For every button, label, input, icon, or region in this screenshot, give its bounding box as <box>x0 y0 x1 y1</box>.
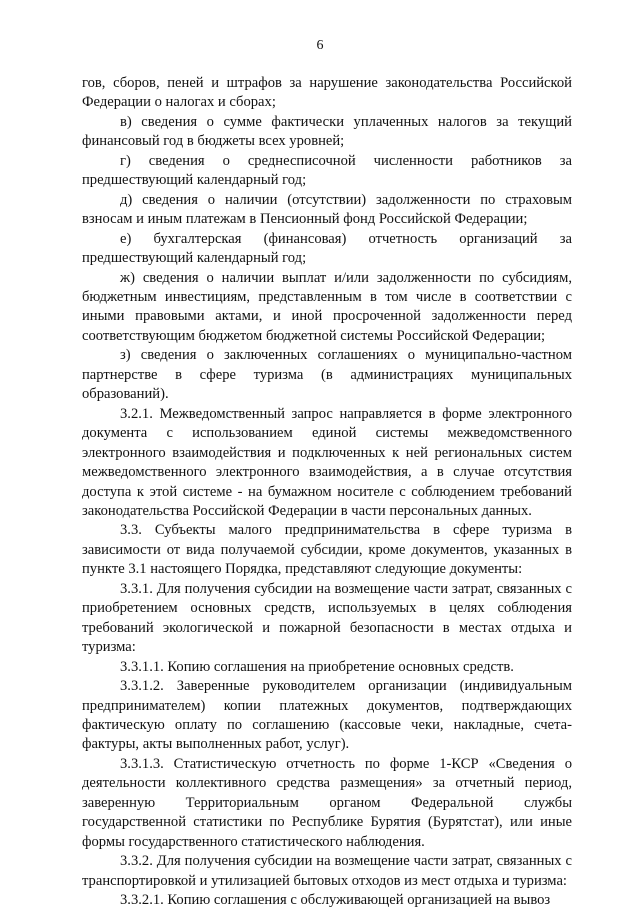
page-number: 6 <box>316 38 324 53</box>
paragraph-item-g: г) сведения о среднесписочной численности работников за предшествующий календарный год; <box>82 152 572 189</box>
paragraph-3-3-1-1: 3.3.1.1. Копию соглашения на приобретение основных средств. <box>120 658 514 675</box>
paragraph-3-3-1-2: 3.3.1.2. Заверенные руководителем организации (индивидуальным предпринимателем) копии платежных документов, подтверждающих фактическую оплату по соглашению (кассовые чеки, накладные, счета-фактуры, акты выполненных работ, услуг). <box>82 678 572 753</box>
paragraph-3-3-1: 3.3.1. Для получения субсидии на возмещение части затрат, связанных с приобретением основных средств, используемых в целях соблюдения требований экологической и пожарной безопасности в местах отдыха и туризма: <box>82 580 572 656</box>
paragraph-item-v: в) сведения о сумме фактически уплаченных налогов за текущий финансовый год в бюджеты всех уровней; <box>82 113 572 150</box>
paragraph-continuation: гов, сборов, пеней и штрафов за нарушение законодательства Российской Федерации о налогах и сборах; <box>82 75 572 111</box>
paragraph-3-3-1-3: 3.3.1.3. Статистическую отчетность по форме 1-КСР «Сведения о деятельности коллективного средства размещения» за отчетный период, заверенную Территориальным органом Федеральной службы государственной статистики по Республике Бурятия (Бурятстат), или иные формы государственного статистического наблюдения. <box>82 755 572 850</box>
paragraph-item-z: з) сведения о заключенных соглашениях о муниципально-частном партнерстве в сфере туризма (в администрациях муниципальных образований). <box>82 347 572 403</box>
paragraph-3-3: 3.3. Субъекты малого предпринимательства в сфере туризма в зависимости от вида получаемой субсидии, кроме документов, указанных в пункте 3.1 настоящего Порядка, представляют следующие документы: <box>82 522 572 578</box>
paragraph-item-d: д) сведения о наличии (отсутствии) задолженности по страховым взносам и иным платежам в Пенсионный фонд Российской Федерации; <box>82 191 572 228</box>
paragraph-3-2-1: 3.2.1. Межведомственный запрос направляется в форме электронного документа с использованием единой системы межведомственного электронного взаимодействия и подключенных к ней региональных систем межведомственного электронного взаимодействия, а в случае отсутствия доступа к этой системе - на бумажном носителе с соблюдением требований законодательства Российской Федерации в части персональных данных. <box>82 405 572 519</box>
paragraph-item-e: е) бухгалтерская (финансовая) отчетность организаций за предшествующий календарный год; <box>82 230 572 267</box>
paragraph-item-zh: ж) сведения о наличии выплат и/или задолженности по субсидиям, бюджетным инвестициям, представленным в том числе в соответствии с иными правовыми актами, и иной просроченной задолженности перед соответствующим бюджетом бюджетной системы Российской Федерации; <box>82 269 572 344</box>
paragraph-3-3-2: 3.3.2. Для получения субсидии на возмещение части затрат, связанных с транспортировкой и утилизацией бытовых отходов из мест отдыха и туризма: <box>82 853 572 889</box>
document-body <box>82 74 572 910</box>
paragraph-3-3-2-1: 3.3.2.1. Копию соглашения с обслуживающей организацией на вывоз <box>120 892 551 909</box>
